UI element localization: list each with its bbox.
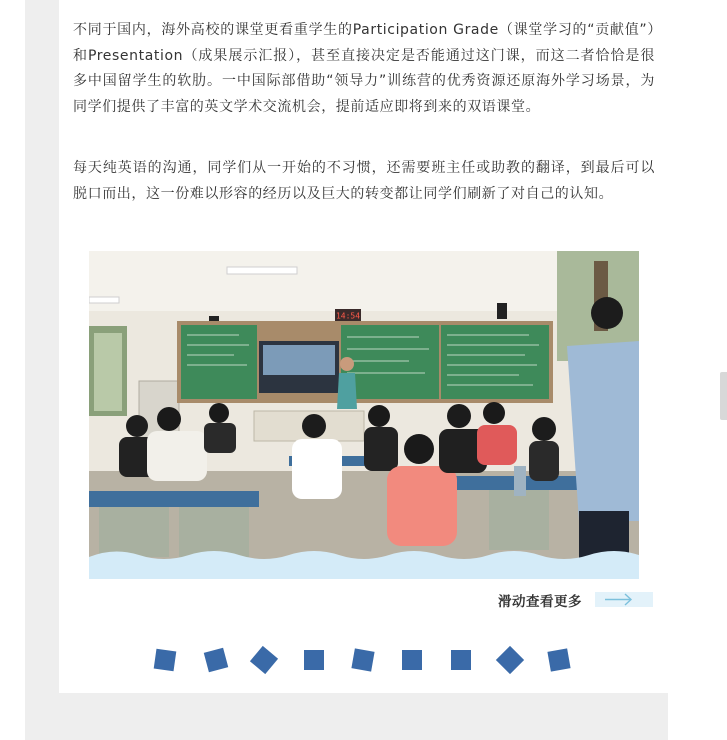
decorative-square xyxy=(154,649,177,672)
decorative-squares xyxy=(150,645,580,677)
decorative-square xyxy=(402,650,422,670)
decorative-square xyxy=(250,646,278,674)
scrollbar-thumb[interactable] xyxy=(720,372,727,420)
arrow-right-icon xyxy=(595,592,653,607)
scroll-hint[interactable] xyxy=(480,588,655,612)
decorative-square xyxy=(204,648,228,672)
decorative-square xyxy=(451,650,471,670)
decorative-square xyxy=(351,648,374,671)
classroom-photo xyxy=(89,251,639,579)
decorative-square xyxy=(496,646,524,674)
clock-display: 14:54 xyxy=(335,311,361,321)
article-paragraph: 不同于国内，海外高校的课堂更看重学生的Participation Grade（课堂学习的“贡献值”）和Presentation（成果展示汇报），甚至直接决定是否能通过这门课，而这二者恰恰是很多中国留学生的软肋。一中国际部借助“领导力”训练营的优秀资源还原海外学习场景，为同学们提供了丰富的英文学术交流机会，提前适应即将到来的双语课堂。 xyxy=(73,22,655,115)
decorative-square xyxy=(547,648,570,671)
decorative-square xyxy=(304,650,324,670)
scroll-hint-label: 滑动查看更多 xyxy=(498,594,582,610)
article-paragraph: 每天纯英语的沟通，同学们从一开始的不习惯，还需要班主任或助教的翻译，到最后可以脱口而出，这一份难以形容的经历以及巨大的转变都让同学们刷新了对自己的认知。 xyxy=(73,160,655,202)
